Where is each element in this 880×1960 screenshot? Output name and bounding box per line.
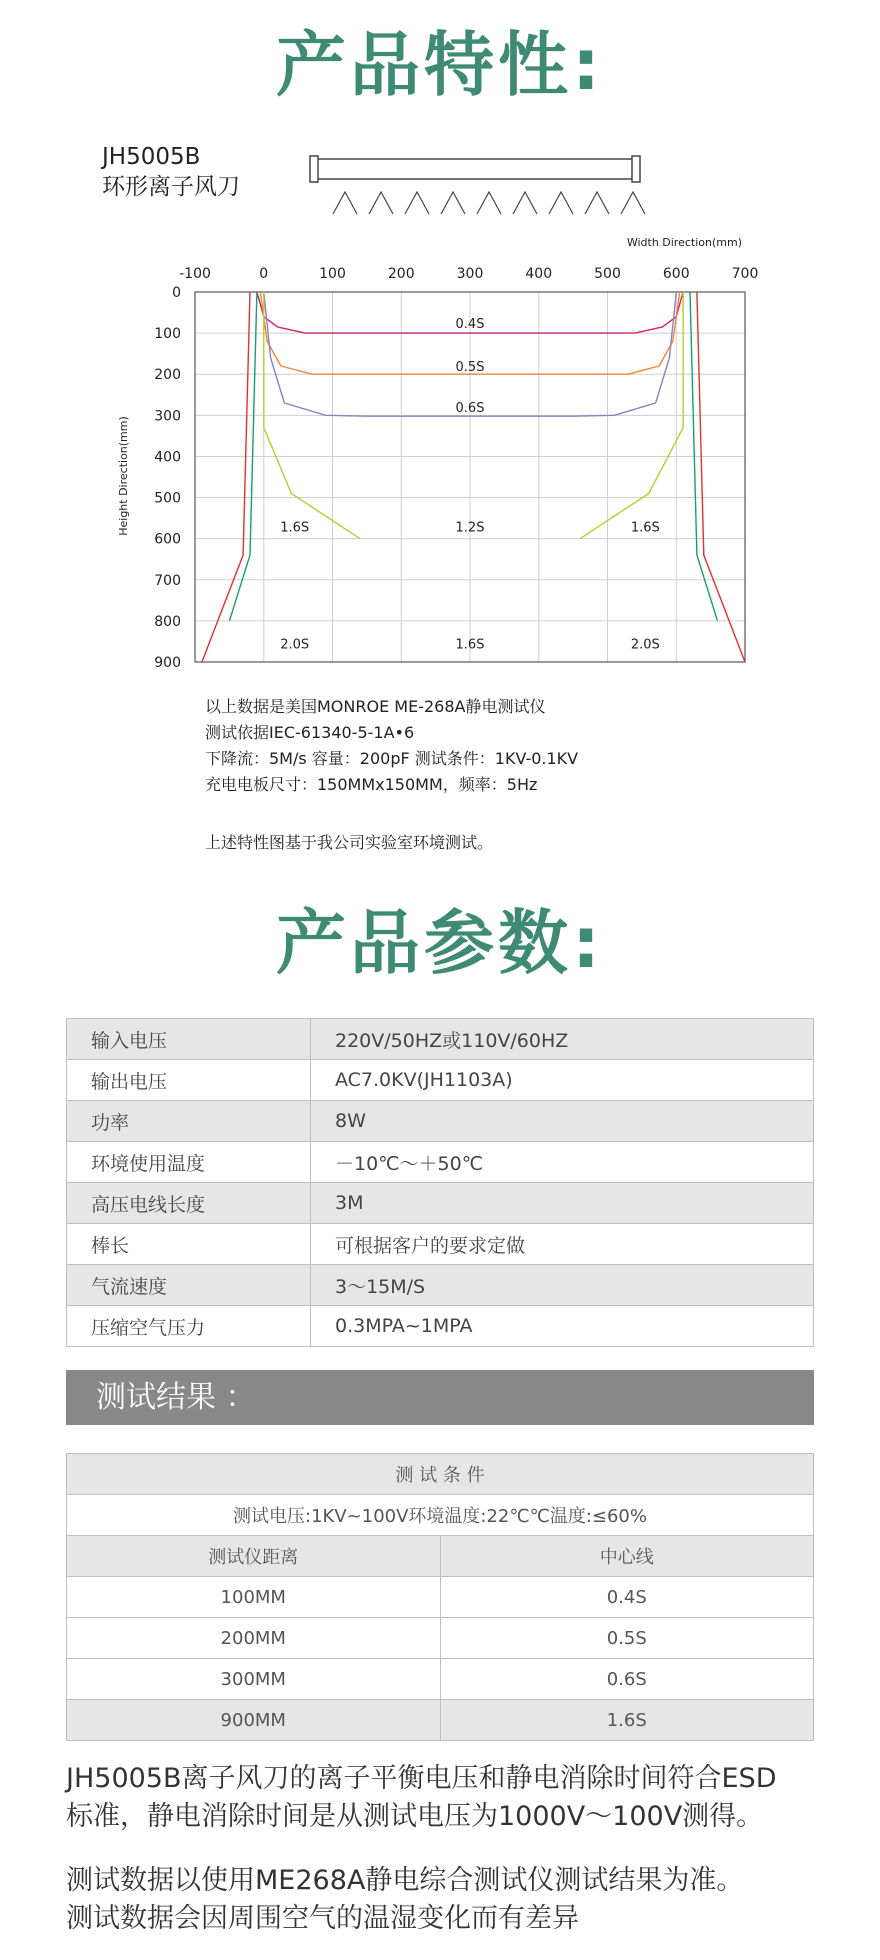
- result-time: 0.5S: [440, 1618, 813, 1659]
- y-tick-label: 0: [172, 285, 181, 301]
- col-header-distance: 测试仪距离: [67, 1536, 441, 1577]
- y-axis-label: Height Direction(mm): [117, 416, 130, 536]
- bar-end-right: [632, 156, 640, 182]
- test-notes: [205, 694, 578, 798]
- y-tick-label: 700: [154, 572, 181, 589]
- curve-time-label: 1.6S: [630, 520, 660, 536]
- curve-time-label: 1.6S: [280, 520, 310, 536]
- table-row: [67, 1265, 814, 1306]
- series-line: [697, 292, 745, 662]
- y-tick-label: 600: [154, 531, 181, 548]
- result-distance: 900MM: [67, 1700, 441, 1741]
- series-line: [202, 292, 250, 662]
- nozzle-spray-icon: [441, 192, 465, 214]
- curve-time-label: 0.4S: [455, 316, 485, 332]
- bar-end-left: [310, 156, 318, 182]
- x-tick-labels: [179, 266, 758, 282]
- curve-time-label: 0.5S: [455, 360, 485, 375]
- param-value: －10℃～＋50℃: [311, 1142, 814, 1183]
- characteristics-heading: 产品特性:: [276, 24, 604, 106]
- footer-line: 测试数据会因周围空气的温湿变化而有差异: [66, 1903, 579, 1934]
- table-row: [67, 1183, 814, 1224]
- nozzle-spray-icon: [369, 192, 393, 214]
- param-key: 功率: [67, 1101, 311, 1142]
- param-key: 输入电压: [67, 1019, 311, 1060]
- table-row: [67, 1577, 814, 1618]
- ionizer-bar-illustration: [310, 156, 645, 214]
- y-tick-label: 300: [154, 408, 181, 425]
- parameters-table: [66, 1018, 814, 1347]
- condition-text: 测试电压:1KV~100V环境温度:22℃℃温度:≤60%: [67, 1495, 814, 1536]
- param-value: AC7.0KV(JH1103A): [311, 1060, 814, 1101]
- product-model: JH5005B: [102, 144, 201, 170]
- param-value: 0.3MPA~1MPA: [311, 1306, 814, 1347]
- table-row: [67, 1700, 814, 1741]
- table-row: [67, 1536, 814, 1577]
- x-tick-label: 500: [594, 266, 621, 282]
- chart: [0, 140, 880, 670]
- param-value: 8W: [311, 1101, 814, 1142]
- nozzle-spray-icon: [405, 192, 429, 214]
- chart-grid: [195, 292, 745, 662]
- x-tick-label: 0: [259, 266, 269, 282]
- param-key: 高压电线长度: [67, 1183, 311, 1224]
- results-section-title: 测试结果 ：: [66, 1370, 814, 1425]
- nozzle-spray-icon: [585, 192, 609, 214]
- y-tick-label: 400: [154, 449, 181, 466]
- param-value: 可根据客户的要求定做: [311, 1224, 814, 1265]
- curve-time-label: 2.0S: [280, 637, 310, 653]
- note-line: 下降流：5M/s 容量：200pF 测试条件：1KV-0.1KV: [205, 749, 579, 768]
- y-tick-label: 100: [154, 326, 181, 343]
- table-row: [67, 1495, 814, 1536]
- y-tick-labels: [154, 285, 181, 670]
- footer-line: 标准，静电消除时间是从测试电压为1000V～100V测得。: [66, 1801, 764, 1832]
- y-tick-label: 500: [154, 490, 181, 507]
- nozzle-spray-icon: [477, 192, 501, 214]
- param-key: 压缩空气压力: [67, 1306, 311, 1347]
- footer-line: JH5005B离子风刀的离子平衡电压和静电消除时间符合ESD: [66, 1763, 777, 1794]
- x-tick-label: 300: [456, 266, 484, 282]
- table-row: [67, 1142, 814, 1183]
- footer-paragraph-1: [66, 1760, 777, 1836]
- footer-line: 测试数据以使用ME268A静电综合测试仪测试结果为准。: [66, 1865, 744, 1896]
- y-tick-label: 800: [154, 613, 181, 630]
- table-row: [67, 1224, 814, 1265]
- bar-body: [315, 159, 635, 179]
- result-distance: 300MM: [67, 1659, 441, 1700]
- nozzle-spray-icon: [549, 192, 573, 214]
- table-row: [67, 1060, 814, 1101]
- table-row: [67, 1454, 814, 1495]
- y-tick-label: 900: [154, 655, 181, 670]
- table-row: [67, 1101, 814, 1142]
- table-row: [67, 1019, 814, 1060]
- table-row: [67, 1659, 814, 1700]
- x-tick-label: 400: [525, 266, 553, 282]
- result-distance: 200MM: [67, 1618, 441, 1659]
- y-tick-label: 200: [154, 367, 181, 384]
- x-tick-label: 100: [319, 266, 346, 282]
- note-line: 以上数据是美国MONROE ME-268A静电测试仪: [205, 697, 546, 716]
- x-tick-label: 700: [731, 266, 759, 282]
- result-time: 0.6S: [440, 1659, 813, 1700]
- param-key: 棒长: [67, 1224, 311, 1265]
- x-tick-label: -100: [179, 266, 211, 282]
- param-key: 气流速度: [67, 1265, 311, 1306]
- nozzle-spray-icon: [513, 192, 537, 214]
- nozzle-group: [333, 192, 645, 214]
- parameters-heading: 产品参数:: [276, 902, 604, 984]
- nozzle-spray-icon: [621, 192, 645, 214]
- result-time: 0.4S: [440, 1577, 813, 1618]
- condition-header: 测 试 条 件: [67, 1454, 814, 1495]
- col-header-center: 中心线: [440, 1536, 813, 1577]
- param-value: 3～15M/S: [311, 1265, 814, 1306]
- curve-time-label: 1.2S: [455, 520, 485, 536]
- x-axis-label: Width Direction(mm): [626, 236, 742, 249]
- result-distance: 100MM: [67, 1577, 441, 1618]
- note-line: 充电电板尺寸：150MMx150MM，频率：5Hz: [205, 775, 538, 794]
- curve-time-label: 0.6S: [455, 401, 485, 417]
- curve-time-label: 2.0S: [630, 637, 660, 653]
- product-name: 环形离子风刀: [102, 174, 240, 200]
- result-time: 1.6S: [440, 1700, 813, 1741]
- note-footer: 上述特性图基于我公司实验室环境测试。: [205, 833, 494, 852]
- curve-time-label: 1.6S: [455, 637, 485, 653]
- x-tick-label: 200: [387, 266, 415, 282]
- results-table: [66, 1453, 814, 1741]
- param-value: 3M: [311, 1183, 814, 1224]
- param-key: 输出电压: [67, 1060, 311, 1101]
- param-value: 220V/50HZ或110V/60HZ: [311, 1019, 814, 1060]
- footer-paragraph-2: [66, 1862, 743, 1938]
- param-key: 环境使用温度: [67, 1142, 311, 1183]
- table-row: [67, 1618, 814, 1659]
- nozzle-spray-icon: [333, 192, 357, 214]
- x-tick-label: 600: [662, 266, 690, 282]
- note-line: 测试依据IEC-61340-5-1A•6: [205, 723, 415, 742]
- series-lines: [202, 292, 745, 662]
- table-row: [67, 1306, 814, 1347]
